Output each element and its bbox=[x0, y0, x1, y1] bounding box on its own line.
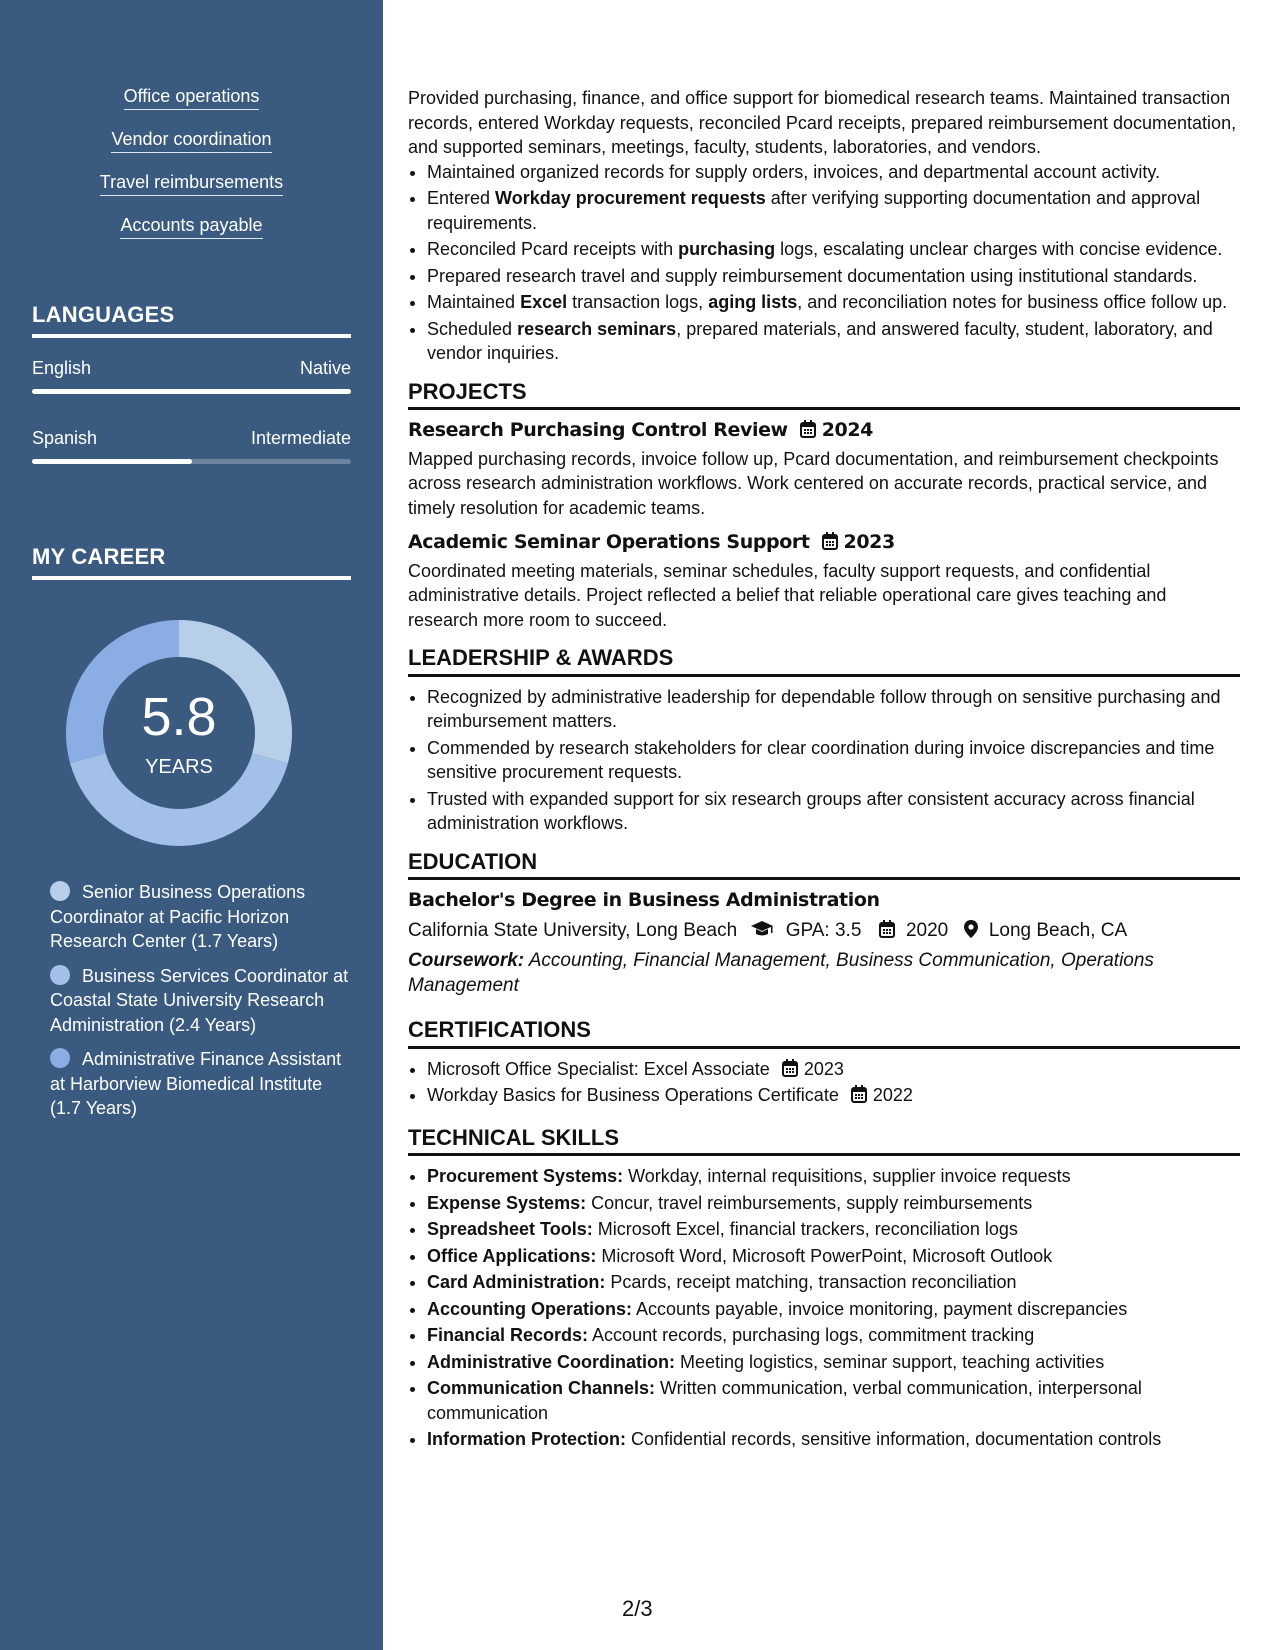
technical-skill-item bbox=[427, 1350, 1240, 1375]
leadership-list bbox=[408, 685, 1240, 836]
certification-item bbox=[427, 1057, 1240, 1082]
language-bar bbox=[32, 389, 351, 394]
certification-year: 2022 bbox=[872, 1085, 913, 1105]
project-year: 2024 bbox=[821, 419, 873, 441]
skill-values: Meeting logistics, seminar support, teaching activities bbox=[675, 1351, 1105, 1372]
career-item bbox=[50, 880, 350, 954]
career-dot-icon bbox=[50, 965, 70, 985]
project-description: Coordinated meeting materials, seminar schedules, faculty support requests, and confidential administrative details. Project reflected a belief that reliable operational care gives teaching and research more room to succeed. bbox=[408, 560, 1167, 630]
language-level: Native bbox=[299, 358, 351, 378]
project-title-line bbox=[408, 418, 1240, 443]
skill-category: Expense Systems: bbox=[427, 1192, 587, 1213]
career-dot-icon bbox=[50, 1048, 70, 1068]
project-year: 2023 bbox=[843, 531, 895, 553]
skill-category: Accounting Operations: bbox=[427, 1298, 633, 1319]
coursework-list: Accounting, Financial Management, Business Communication, Operations Management bbox=[408, 950, 1154, 996]
bullet-text: , prepared materials, and answered faculty, student, laboratory, and vendor inquiries. bbox=[427, 318, 1213, 363]
skill-values: Written communication, verbal communication, interpersonal communication bbox=[427, 1378, 1142, 1423]
language-spanish bbox=[32, 428, 351, 464]
skill-category: Procurement Systems: bbox=[427, 1166, 624, 1186]
skill-link-accounts-payable[interactable]: Accounts payable bbox=[120, 215, 262, 239]
location-pin-icon bbox=[964, 920, 978, 938]
project-title-line bbox=[408, 530, 1240, 555]
bullet-text: transaction logs, bbox=[567, 292, 709, 312]
technical-skills-heading: TECHNICAL SKILLS bbox=[408, 1126, 1240, 1157]
certification-year: 2023 bbox=[803, 1058, 844, 1079]
career-dot-icon bbox=[50, 881, 70, 901]
calendar-icon bbox=[800, 420, 816, 438]
technical-skill-item bbox=[427, 1191, 1240, 1216]
language-name: English bbox=[32, 358, 92, 378]
experience-bullet bbox=[427, 237, 1240, 262]
skill-link-travel-reimbursements[interactable]: Travel reimbursements bbox=[100, 172, 283, 196]
calendar-icon bbox=[879, 920, 895, 938]
bold-keyword: Excel bbox=[520, 292, 568, 312]
experience-bullet bbox=[427, 186, 1240, 235]
project-description: Mapped purchasing records, invoice follow up, Pcard documentation, and reimbursement checkpoints across research administration workflows. Work centered on accurate records, practical service, and timely resolution for academic teams. bbox=[408, 448, 1219, 518]
bullet-text: Scheduled bbox=[427, 318, 518, 339]
skill-values: Pcards, receipt matching, transaction reconciliation bbox=[605, 1272, 1017, 1292]
bullet-text: Prepared research travel and supply reimbursement documentation using institutional standards. bbox=[427, 265, 1198, 286]
calendar-icon bbox=[782, 1059, 798, 1077]
career-total-years: 5.8 bbox=[141, 687, 217, 747]
experience-summary: Provided purchasing, finance, and office support for biomedical research teams. Maintained transaction records, entered Workday requests, reconciled Pcard receipts, prepared reimbursement documentation, and supported seminars, meetings, faculty, students, laboratories, and vendors. bbox=[408, 88, 1237, 157]
education-details bbox=[408, 919, 1240, 944]
coursework-label: Coursework: bbox=[408, 950, 525, 971]
projects-heading: PROJECTS bbox=[408, 380, 1240, 411]
skill-category: Communication Channels: bbox=[427, 1378, 656, 1398]
skill-values: Concur, travel reimbursements, supply reimbursements bbox=[586, 1192, 1033, 1213]
leadership-item: • Recognized by administrative leadership for dependable follow through on sensitive purchasing and reimbursement matters. bbox=[427, 685, 1240, 734]
career-donut-center bbox=[66, 620, 292, 846]
technical-skill-item bbox=[427, 1323, 1240, 1348]
technical-skill-item bbox=[427, 1427, 1240, 1452]
language-english bbox=[32, 358, 351, 394]
technical-skill-item bbox=[427, 1244, 1240, 1269]
skill-values: Microsoft Word, Microsoft PowerPoint, Microsoft Outlook bbox=[596, 1245, 1053, 1266]
bullet-text: Maintained organized records for supply orders, invoices, and departmental account activity. bbox=[427, 161, 1161, 182]
technical-skill-item bbox=[427, 1270, 1240, 1295]
bullet-text: , and reconciliation notes for business office follow up. bbox=[797, 292, 1228, 312]
career-item-text: Senior Business Operations Coordinator at Pacific Horizon Research Center (1.7 Years) bbox=[50, 882, 306, 951]
calendar-icon bbox=[822, 532, 838, 550]
languages-heading: LANGUAGES bbox=[32, 302, 351, 338]
experience-bullet bbox=[427, 290, 1240, 315]
skill-category: Spreadsheet Tools: bbox=[427, 1219, 593, 1239]
bullet-text: Reconciled Pcard receipts with bbox=[427, 239, 679, 259]
bullet-text: Maintained bbox=[427, 292, 521, 312]
technical-skills-list bbox=[408, 1164, 1240, 1452]
graduation-cap-icon bbox=[750, 920, 774, 938]
language-bar-fill bbox=[32, 389, 351, 394]
career-item-text: Administrative Finance Assistant at Harborview Biomedical Institute (1.7 Years) bbox=[50, 1049, 342, 1118]
sidebar bbox=[0, 0, 383, 1650]
bold-keyword: purchasing bbox=[678, 239, 776, 259]
career-heading: MY CAREER bbox=[32, 544, 351, 580]
project-item bbox=[408, 418, 1240, 520]
leadership-item: • Trusted with expanded support for six research groups after consistent accuracy across financial administration workflows. bbox=[427, 787, 1240, 836]
language-bar bbox=[32, 459, 351, 464]
skill-category: Financial Records: bbox=[427, 1325, 589, 1345]
technical-skill-item bbox=[427, 1217, 1240, 1242]
gpa: GPA: 3.5 bbox=[785, 919, 862, 941]
career-list bbox=[50, 880, 350, 1131]
skill-values: Workday, internal requisitions, supplier invoice requests bbox=[623, 1166, 1071, 1186]
bullet-text: logs, escalating unclear charges with concise evidence. bbox=[775, 239, 1223, 259]
experience-bullets bbox=[408, 160, 1240, 366]
experience-bullet bbox=[427, 317, 1240, 366]
career-years-label: YEARS bbox=[145, 756, 213, 778]
skill-category: Office Applications: bbox=[427, 1245, 597, 1266]
bold-keyword: aging lists bbox=[708, 292, 798, 312]
education-heading: EDUCATION bbox=[408, 850, 1240, 881]
degree-title: Bachelor's Degree in Business Administration bbox=[408, 889, 880, 911]
certifications-list bbox=[408, 1057, 1240, 1108]
leadership-heading: LEADERSHIP & AWARDS bbox=[408, 646, 1240, 677]
certification-name: Microsoft Office Specialist: Excel Associate bbox=[427, 1058, 770, 1079]
experience-bullet bbox=[427, 264, 1240, 289]
school-location: Long Beach, CA bbox=[988, 919, 1128, 941]
skill-link-office-operations[interactable]: Office operations bbox=[124, 86, 260, 110]
technical-skill-item bbox=[427, 1164, 1240, 1189]
project-item bbox=[408, 530, 1240, 632]
skill-values: Account records, purchasing logs, commitment tracking bbox=[588, 1325, 1035, 1345]
technical-skill-item bbox=[427, 1376, 1240, 1425]
skill-category: Administrative Coordination: bbox=[427, 1351, 676, 1372]
calendar-icon bbox=[851, 1085, 867, 1103]
school-name: California State University, Long Beach bbox=[408, 919, 738, 941]
main-content bbox=[408, 86, 1240, 1454]
bullet-text: Entered bbox=[427, 188, 496, 208]
bullet-text: after verifying supporting documentation and approval requirements. bbox=[427, 188, 1201, 233]
project-title: Research Purchasing Control Review bbox=[408, 419, 788, 441]
skill-category: Card Administration: bbox=[427, 1272, 606, 1292]
project-title: Academic Seminar Operations Support bbox=[408, 531, 810, 553]
bold-keyword: research seminars bbox=[517, 318, 677, 339]
certifications-heading: CERTIFICATIONS bbox=[408, 1018, 1240, 1049]
career-item bbox=[50, 1047, 350, 1121]
skill-category: Information Protection: bbox=[427, 1429, 626, 1449]
bold-keyword: Workday procurement requests bbox=[495, 188, 766, 208]
language-name: Spanish bbox=[32, 428, 98, 448]
experience-bullet bbox=[427, 160, 1240, 185]
skill-tags bbox=[0, 86, 383, 258]
skill-link-vendor-coordination[interactable]: Vendor coordination bbox=[111, 129, 271, 153]
page-number: 2/3 bbox=[622, 1596, 653, 1621]
language-level: Intermediate bbox=[250, 428, 351, 448]
skill-values: Accounts payable, invoice monitoring, payment discrepancies bbox=[632, 1298, 1128, 1319]
certification-name: Workday Basics for Business Operations Certificate bbox=[427, 1085, 839, 1105]
technical-skill-item bbox=[427, 1297, 1240, 1322]
skill-values: Confidential records, sensitive information, documentation controls bbox=[626, 1429, 1162, 1449]
graduation-year: 2020 bbox=[905, 919, 949, 941]
leadership-item: • Commended by research stakeholders for clear coordination during invoice discrepancies and time sensitive procurement requests. bbox=[427, 736, 1240, 785]
skill-values: Microsoft Excel, financial trackers, reconciliation logs bbox=[592, 1219, 1018, 1239]
career-item bbox=[50, 964, 350, 1038]
career-item-text: Business Services Coordinator at Coastal State University Research Administration (2.4 Years) bbox=[50, 965, 349, 1035]
coursework bbox=[408, 949, 1240, 998]
language-bar-fill bbox=[32, 459, 192, 464]
certification-item bbox=[427, 1083, 1240, 1108]
